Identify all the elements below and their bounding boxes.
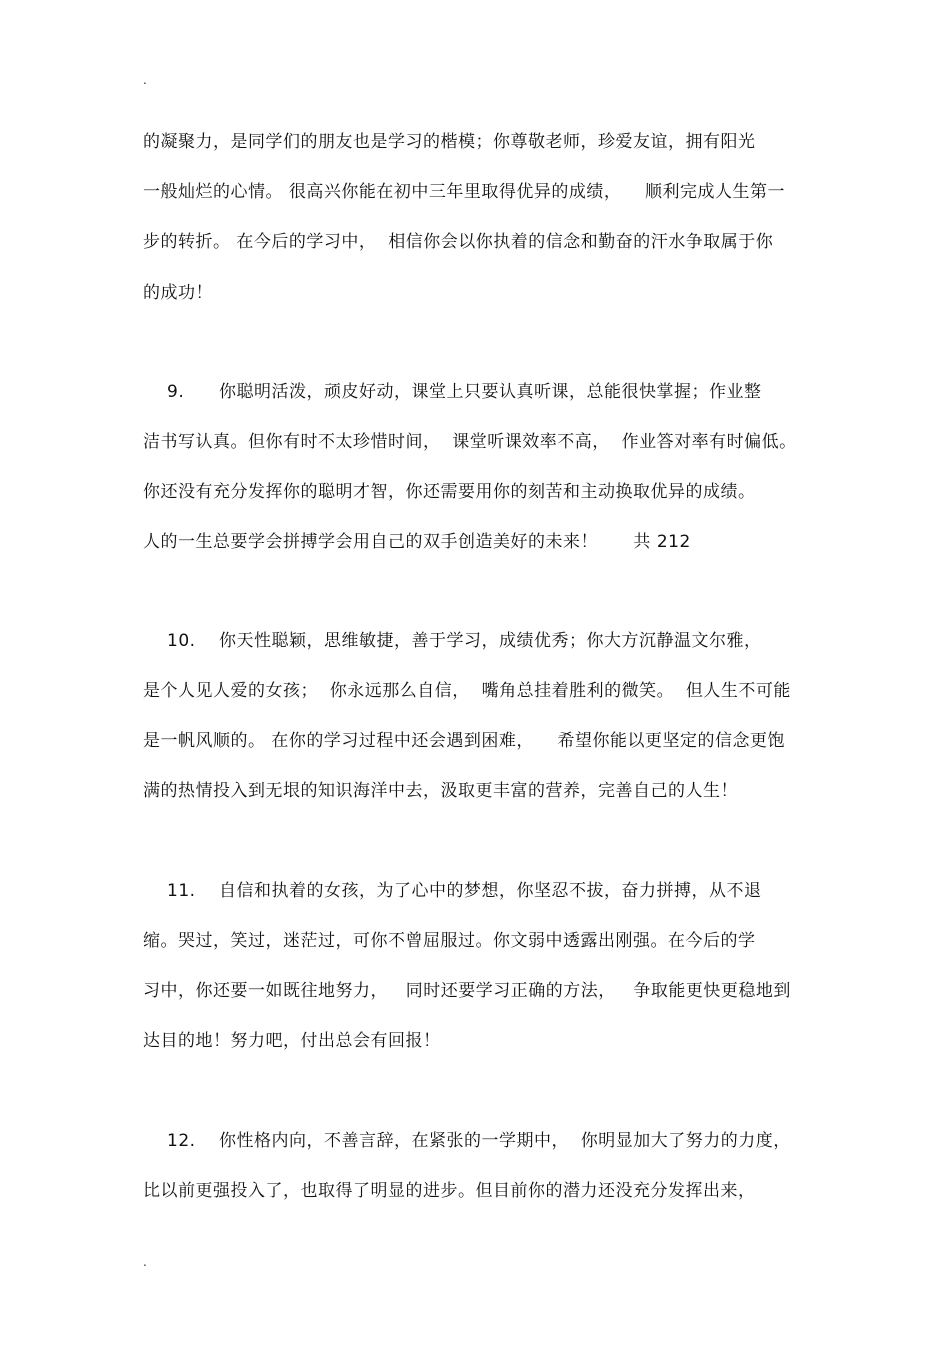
comment-first-line [143, 879, 808, 903]
text-line: 习中，你还要一如既往地努力， 同时还要学习正确的方法， 争取能更快更稳地到 [143, 981, 791, 1001]
text-line: 你还没有充分发挥你的聪明才智，你还需要用你的刻苦和主动换取优异的成绩。 [143, 482, 756, 502]
text-line: 步的转折。 在今后的学习中， 相信你会以你执着的信念和勤奋的汗水争取属于你 [143, 232, 774, 252]
comment-text: 自信和执着的女孩，为了心中的梦想，你坚忍不拔，奋力拼搏，从不退 [219, 881, 762, 901]
comment-text: 你天性聪颖，思维敏捷，善于学习，成绩优秀；你大方沉静温文尔雅， [219, 631, 762, 651]
page-top-mark: . [143, 73, 147, 87]
text-line: 是个人见人爱的女孩； 你永远那么自信， 嘴角总挂着胜利的微笑。 但人生不可能 [143, 681, 791, 701]
comment-number: 10. [167, 631, 196, 651]
text-line: 满的热情投入到无垠的知识海洋中去，汲取更丰富的营养，完善自己的人生！ [143, 781, 738, 801]
comment-first-line [143, 1129, 808, 1153]
comment-text: 你聪明活泼，顽皮好动，课堂上只要认真听课，总能很快掌握；作业整 [219, 382, 762, 402]
comment-text: 你性格内向，不善言辞，在紧张的一学期中， 你明显加大了努力的力度， [219, 1131, 791, 1151]
comment-first-line [143, 380, 808, 404]
text-line: 的成功！ [143, 283, 213, 303]
text-line: 缩。哭过，笑过，迷茫过，可你不曾屈服过。你文弱中透露出刚强。在今后的学 [143, 931, 756, 951]
text-line: 达目的地！努力吧，付出总会有回报！ [143, 1031, 441, 1051]
text-line: 是一帆风顺的。 在你的学习过程中还会遇到困难， 希望你能以更坚定的信念更饱 [143, 731, 786, 751]
comment-first-line [143, 629, 808, 653]
comment-number: 12. [167, 1131, 196, 1151]
comment-number: 11. [167, 881, 196, 901]
text-line: 人的一生总要学会拼搏学会用自己的双手创造美好的未来！ 共 212 [143, 532, 691, 552]
text-line: 一般灿烂的心情。 很高兴你能在初中三年里取得优异的成绩， 顺利完成人生第一 [143, 182, 786, 202]
text-line: 比以前更强投入了，也取得了明显的进步。但目前你的潜力还没充分发挥出来， [143, 1181, 756, 1201]
comment-number: 9. [167, 382, 185, 402]
text-line: 洁书写认真。但你有时不太珍惜时间， 课堂听课效率不高， 作业答对率有时偏低。 [143, 432, 797, 452]
text-line: 的凝聚力，是同学们的朋友也是学习的楷模；你尊敬老师，珍爱友谊，拥有阳光 [143, 132, 756, 152]
page-bottom-mark: . [143, 1255, 147, 1269]
